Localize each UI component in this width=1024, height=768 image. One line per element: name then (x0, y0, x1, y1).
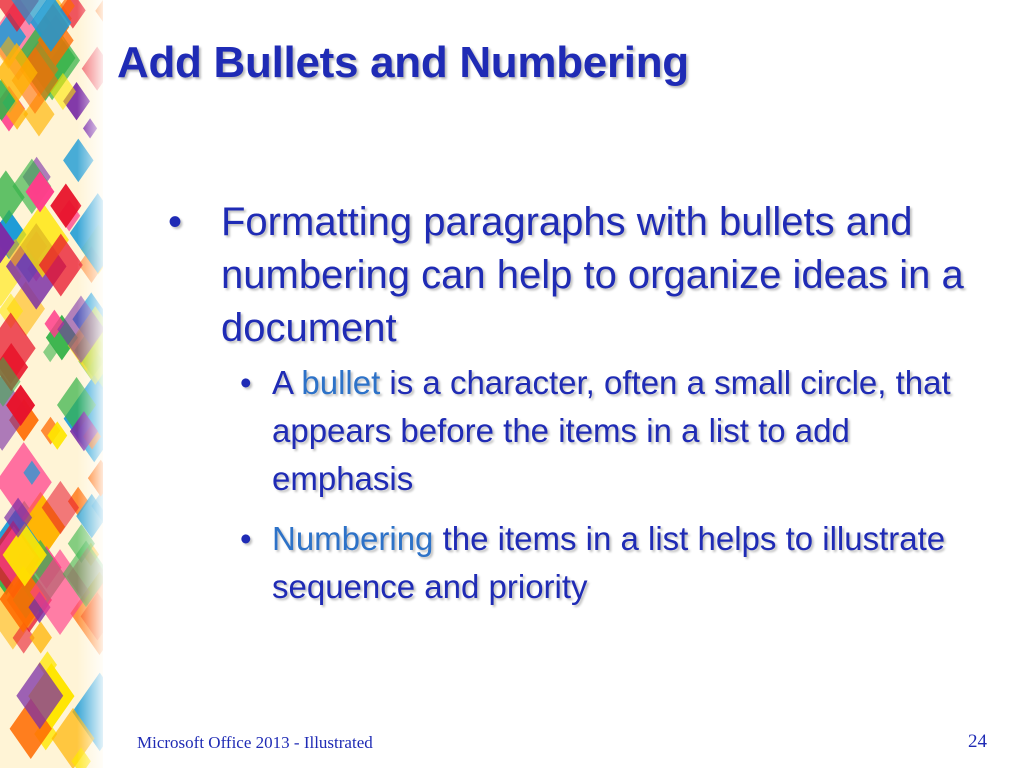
slide-body (168, 196, 968, 623)
slide-page-number: 24 (968, 731, 987, 752)
sub-bullet-text: the items in a list helps to illustrate sequence and priority (272, 520, 946, 605)
term-numbering: Numbering (272, 520, 434, 557)
bullet-text: Formatting paragraphs with bullets and numbering can help to organize ideas in a document (221, 200, 964, 350)
sub-bullet-text: is a character, often a small circle, that appears before the items in a list to add emphasis (272, 364, 951, 497)
decorative-side-strip (0, 0, 103, 768)
bullet-item-1 (168, 196, 968, 355)
sub-bullet-item-1 (168, 359, 968, 503)
slide-footer: Microsoft Office 2013 - Illustrated (137, 733, 373, 752)
sub-bullet-lead: A (272, 364, 302, 401)
sub-bullet-marker: • (240, 520, 252, 557)
sub-bullet-marker: • (240, 364, 252, 401)
sub-bullet-item-2 (168, 515, 968, 611)
slide-title: Add Bullets and Numbering (117, 38, 689, 87)
term-bullet: bullet (301, 364, 381, 401)
bullet-marker: • (168, 200, 183, 244)
